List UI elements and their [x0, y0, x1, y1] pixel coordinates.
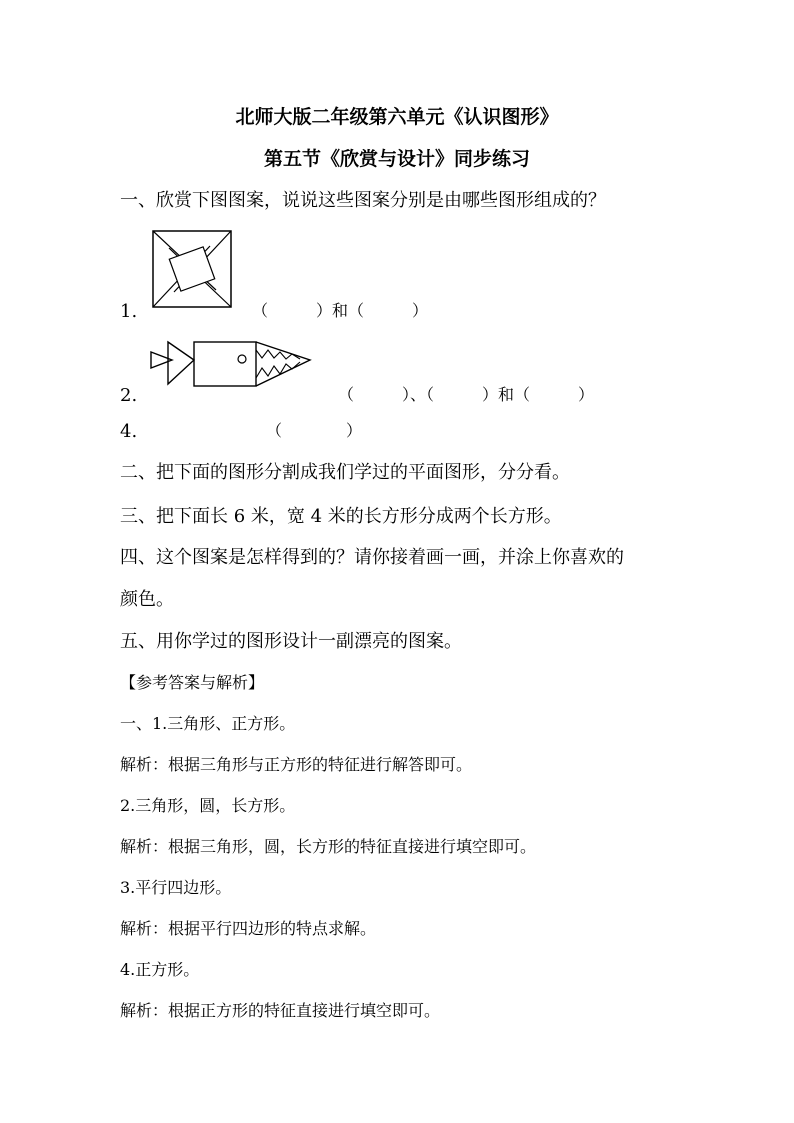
- pinwheel-square-figure: [152, 230, 234, 310]
- answer-3: 3.平行四边形。: [120, 878, 232, 897]
- answer-1: 一、1.三角形、正方形。: [120, 714, 296, 733]
- answer-2: 2.三角形，圆，长方形。: [120, 796, 296, 815]
- question-3: 三、把下面长 6 米，宽 4 米的长方形分成两个长方形。: [120, 506, 562, 527]
- fish-figure: [150, 338, 315, 390]
- question-4-line-2: 颜色。: [120, 589, 174, 610]
- answer-header: 【参考答案与解析】: [120, 673, 265, 692]
- answer-4-explanation: 解析：根据正方形的特征直接进行填空即可。: [120, 1001, 441, 1020]
- page-title: 北师大版二年级第六单元《认识图形》: [235, 106, 559, 128]
- answer-3-explanation: 解析：根据平行四边形的特点求解。: [120, 919, 377, 938]
- answer-2-explanation: 解析：根据三角形，圆，长方形的特征直接进行填空即可。: [120, 837, 537, 856]
- page-subtitle: 第五节《欣赏与设计》同步练习: [263, 148, 530, 170]
- question-2: 二、把下面的图形分割成我们学过的平面图形，分分看。: [120, 462, 570, 483]
- item-1-blanks: （ ）和（ ）: [252, 301, 429, 320]
- item-4-number: 4.: [120, 421, 138, 442]
- item-4-blanks: （ ）: [266, 421, 363, 440]
- answer-4: 4.正方形。: [120, 960, 200, 979]
- item-1-number: 1.: [120, 301, 138, 322]
- question-5: 五、用你学过的图形设计一副漂亮的图案。: [120, 631, 462, 652]
- answer-1-explanation: 解析：根据三角形与正方形的特征进行解答即可。: [120, 755, 473, 774]
- question-1: 一、欣赏下图图案，说说这些图案分别是由哪些图形组成的？: [120, 190, 606, 211]
- item-2-blanks: （ ）、（ ）和（ ）: [338, 385, 595, 404]
- question-4-line-1: 四、这个图案是怎样得到的？请你接着画一画，并涂上你喜欢的: [120, 547, 624, 568]
- item-2-number: 2.: [120, 385, 138, 406]
